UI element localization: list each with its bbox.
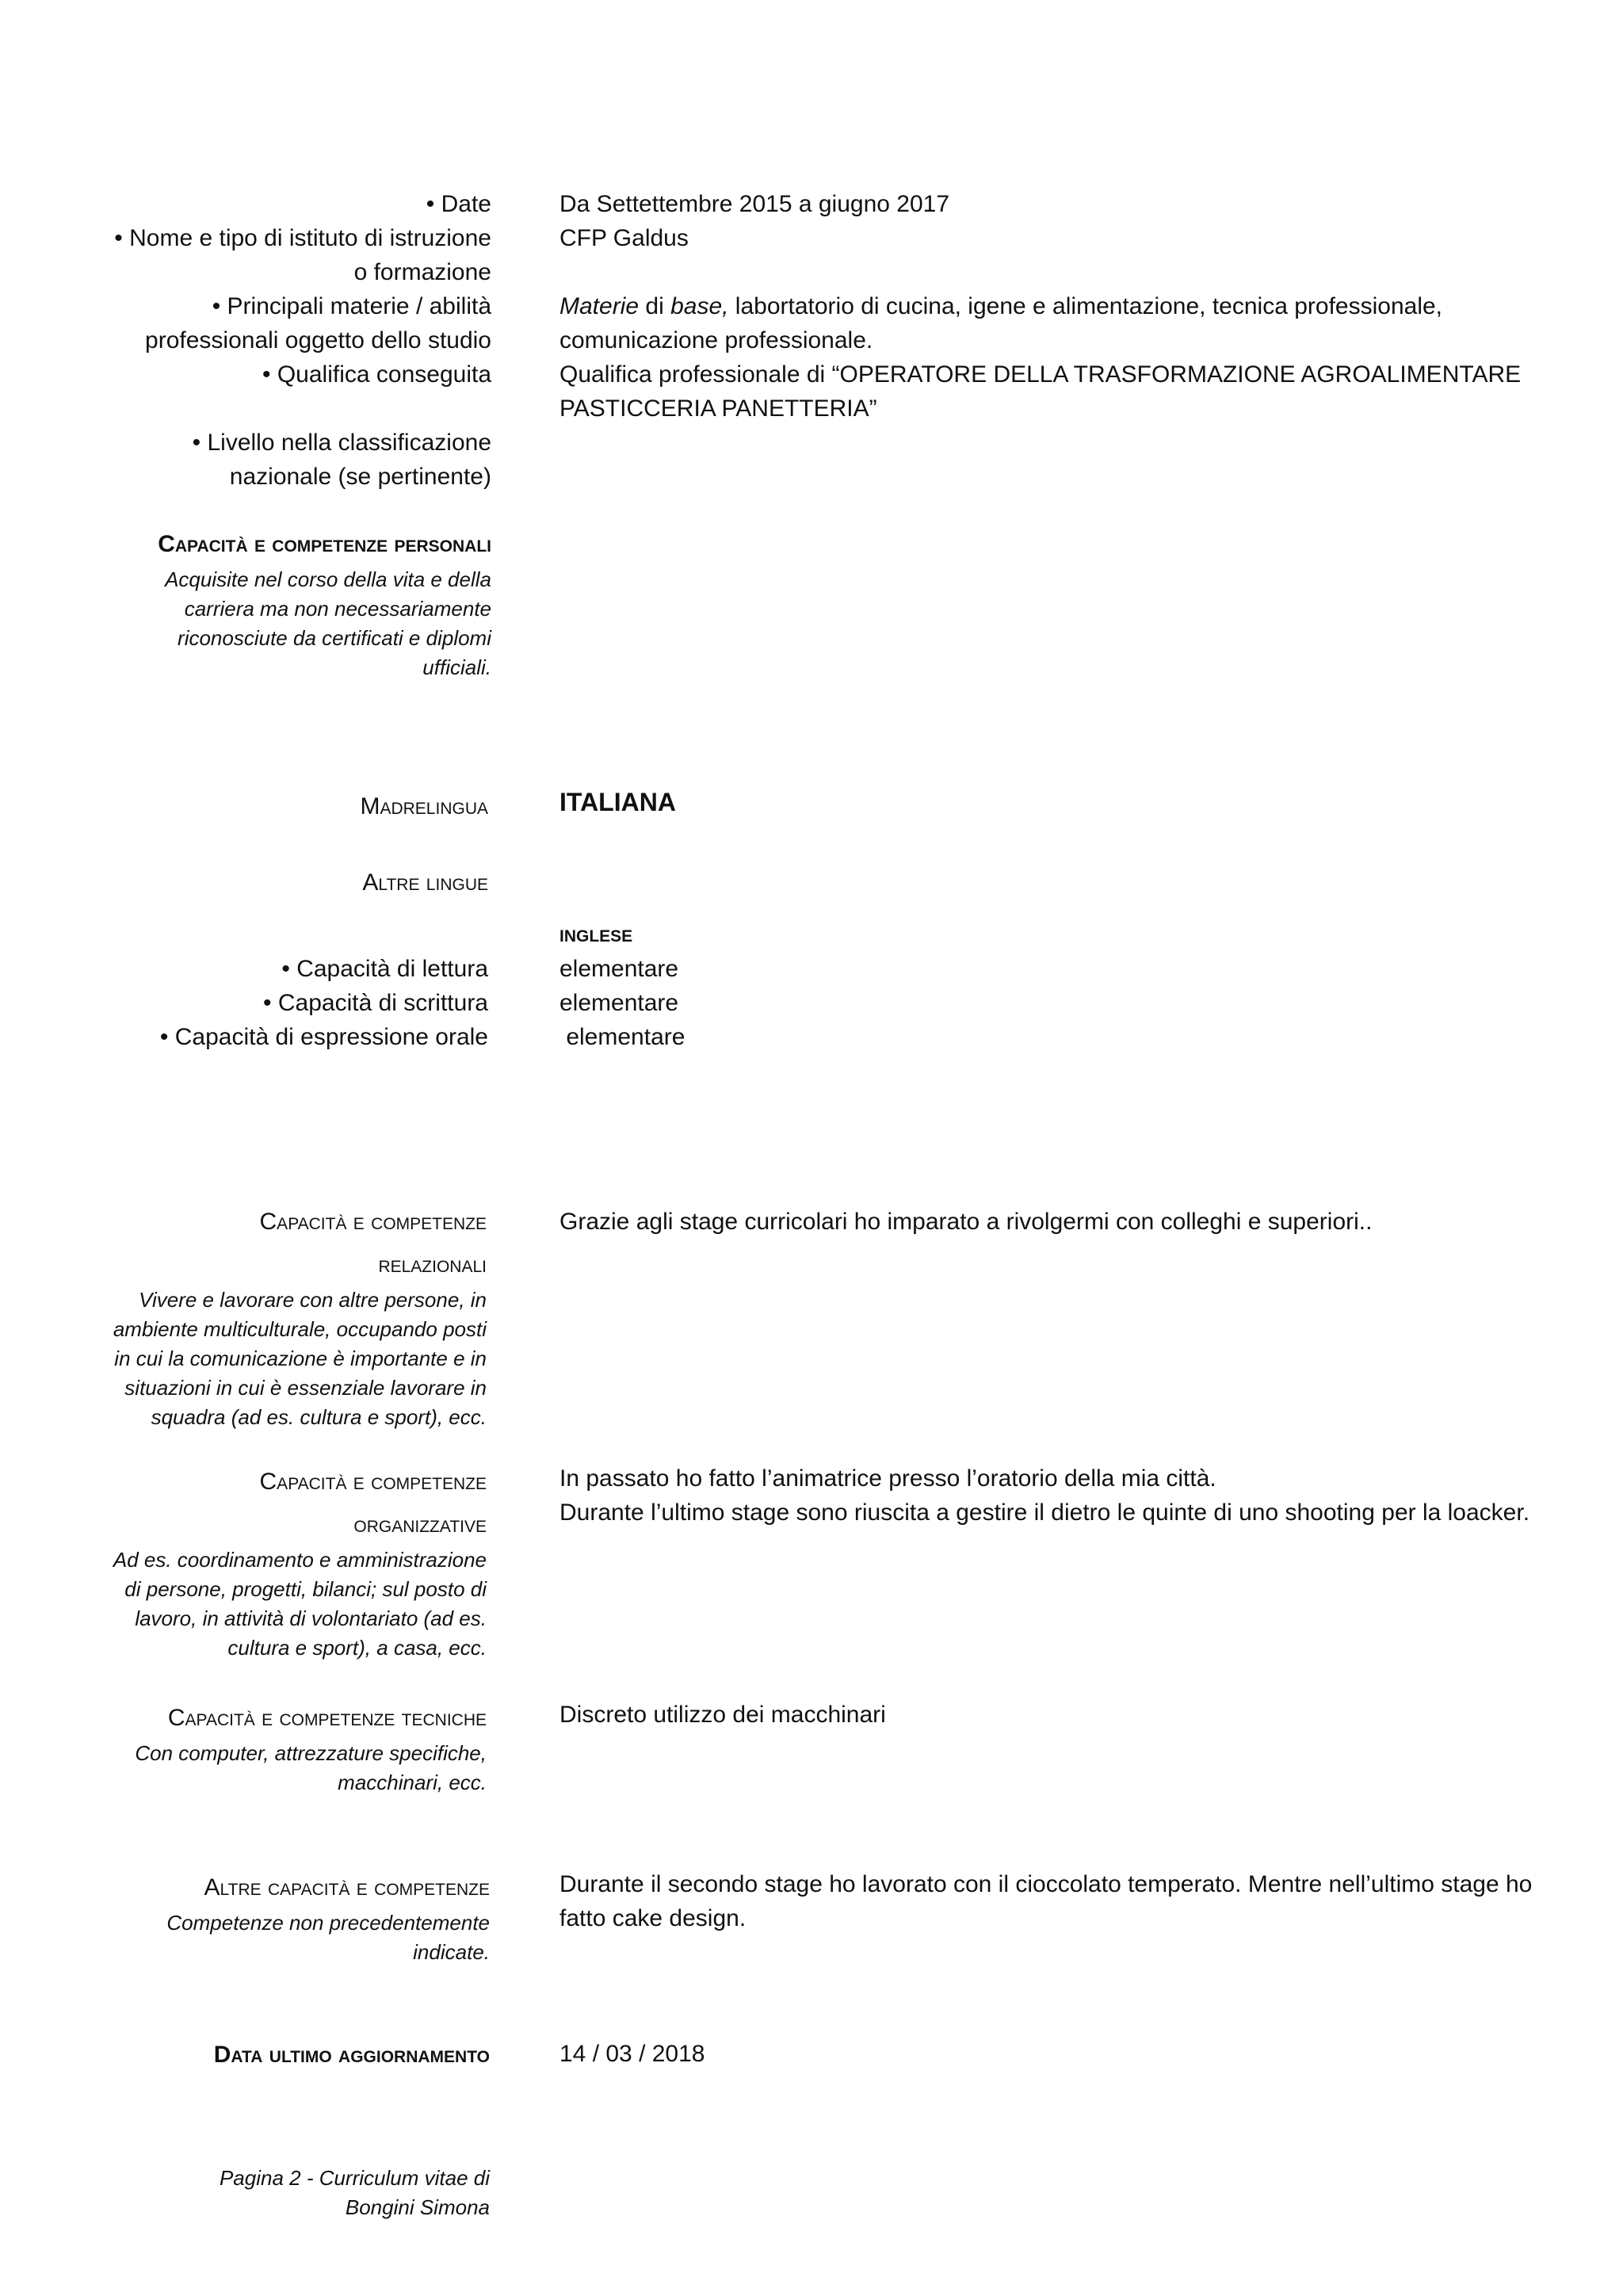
other-skills-note: Competenze non precedentemente indicate. <box>166 1911 490 1964</box>
other-skills-heading: Altre capacità e competenze <box>204 1874 490 1901</box>
institute-label-cont: o formazione <box>353 259 491 285</box>
organizational-value: In passato ho fatto l’animatrice presso l’oratorio della mia città. Durante l’ultimo stage sono riuscita a gestire il dietro le quinte di uno shooting per la loacker. <box>559 1465 1530 1526</box>
last-update-value: 14 / 03 / 2018 <box>559 2041 705 2067</box>
education-values <box>559 187 1521 426</box>
level-label-cont: nazionale (se pertinente) <box>229 464 491 490</box>
qualification-label: • Qualifica conseguita <box>262 361 491 388</box>
reading-label: • Capacità di lettura <box>281 956 488 982</box>
speaking-value: elementare <box>559 1024 685 1050</box>
other-languages-label: Altre lingue <box>362 869 488 896</box>
language-skill-values <box>559 952 685 1054</box>
language-skill-labels <box>160 952 488 1054</box>
date-label: • Date <box>426 191 491 217</box>
personal-note: Acquisite nel corso della vita e della carriera ma non necessariamente riconosciute da certificati e diplomi ufficiali. <box>165 567 491 679</box>
subjects-label: • Principali materie / abilità <box>212 293 491 319</box>
relational-note: Vivere e lavorare con altre persone, in ambiente multiculturale, occupando posti in cui la comunicazione è importante e in situazioni in cui è essenziale lavorare in squadra (ad es. cultura e sport), ecc. <box>113 1288 487 1429</box>
technical-value: Discreto utilizzo dei macchinari <box>559 1702 886 1728</box>
institute-label: • Nome e tipo di istituto di istruzione <box>114 225 491 251</box>
relational-heading-cont: relazionali <box>378 1251 487 1278</box>
subjects-value: Materie di base, labortatorio di cucina, igene e alimentazione, tecnica professionale, <box>559 293 1443 319</box>
subjects-value-cont: comunicazione professionale. <box>559 327 873 353</box>
education-labels <box>114 187 491 494</box>
qualification-value-cont: PASTICCERIA PANETTERIA” <box>559 395 877 422</box>
speaking-label: • Capacità di espressione orale <box>159 1024 488 1050</box>
mother-tongue-value: ITALIANA <box>559 788 676 816</box>
organizational-heading: Capacità e competenze <box>259 1469 487 1495</box>
writing-value: elementare <box>559 990 679 1016</box>
date-value: Da Settettembre 2015 a giugno 2017 <box>559 191 950 217</box>
relational-heading: Capacità e competenze <box>259 1209 487 1235</box>
technical-heading: Capacità e competenze tecniche <box>167 1705 487 1731</box>
qualification-value: Qualifica professionale di “OPERATORE DELLA TRASFORMAZIONE AGROALIMENTARE <box>559 361 1522 388</box>
personal-heading: Capacità e competenze personali <box>158 531 491 557</box>
institute-value: CFP Galdus <box>559 225 689 251</box>
last-update-label: Data ultimo aggiornamento <box>213 2042 490 2068</box>
organizational-note: Ad es. coordinamento e amministrazione di persone, progetti, bilanci; sul posto di lavoro, in attività di volontariato (ad es. cultura e sport), a casa, ecc. <box>113 1548 487 1660</box>
organizational-heading-cont: organizzative <box>353 1511 487 1538</box>
level-label: • Livello nella classificazione <box>192 430 491 456</box>
page-footer: Pagina 2 - Curriculum vitae di Bongini Simona <box>219 2166 490 2219</box>
language-name: INGLESE <box>559 927 633 946</box>
mother-tongue-label: Madrelingua <box>360 793 488 819</box>
reading-value: elementare <box>559 956 679 982</box>
technical-note: Con computer, attrezzature specifiche, macchinari, ecc. <box>135 1741 487 1794</box>
writing-label: • Capacità di scrittura <box>263 990 488 1016</box>
other-skills-value: Durante il secondo stage ho lavorato con il cioccolato temperato. Mentre nell’ultimo stage ho fatto cake design. <box>559 1871 1533 1931</box>
subjects-label-cont: professionali oggetto dello studio <box>145 327 491 353</box>
relational-value: Grazie agli stage curricolari ho imparato a rivolgermi con colleghi e superiori.. <box>559 1209 1373 1235</box>
